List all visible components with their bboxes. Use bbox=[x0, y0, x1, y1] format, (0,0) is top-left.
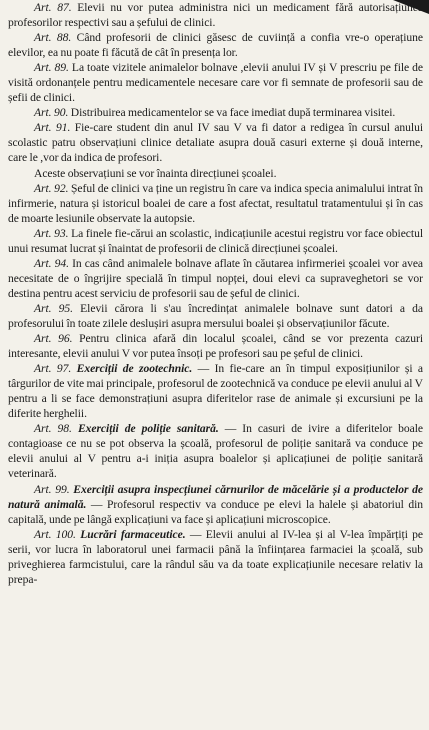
article-body: La toate vizitele animalelor bolnave ,elevii anului IV și V prescriu pe file de visită ordonanțele pentru medicamentele necesare care vor fi semnate de profesorii sau de șefii de clinici. bbox=[8, 61, 423, 105]
article-paragraph bbox=[8, 482, 423, 527]
article-number: Art. 97. bbox=[34, 362, 72, 376]
article-paragraph bbox=[8, 30, 423, 60]
article-body: Distribuirea medicamentelor se va face imediat după terminarea visitei. bbox=[70, 106, 396, 120]
article-body: Elevii nu vor putea administra nici un medicament fără autorisațiunea profesorilor respectivi sau a șefului de clinici. bbox=[8, 1, 423, 30]
article-paragraph bbox=[8, 361, 423, 421]
article-number: Art. 88. bbox=[34, 31, 72, 45]
article-number: Art. 100. bbox=[34, 527, 76, 541]
article-number: Art. 93. bbox=[34, 226, 69, 240]
regulation-text bbox=[8, 0, 423, 587]
article-number: Art. 96. bbox=[34, 332, 73, 346]
page-corner-shadow bbox=[393, 0, 429, 14]
article-paragraph bbox=[8, 120, 423, 165]
article-body: — In fie-care an în timpul exposițiunilor și a târgurilor de vite mai principale, profesorul de zootechnică va conduce pe elevii anului al V pentru a li se face demonstrațiuni asupra diferitelor rase de animale și excursiuni pe la diferite herghelii. bbox=[8, 362, 423, 421]
article-paragraph bbox=[8, 527, 423, 587]
article-paragraph bbox=[8, 256, 423, 301]
article-number: Art. 98. bbox=[34, 422, 72, 436]
article-number: Art. 87. bbox=[34, 1, 72, 14]
article-paragraph bbox=[8, 301, 423, 331]
article-body: Aceste observațiuni se vor înainta direcțiunei școalei. bbox=[34, 166, 277, 180]
article-title: Exerciții de poliție sanitară. bbox=[77, 422, 219, 436]
article-number: Art. 90. bbox=[34, 106, 69, 120]
article-body: Când profesorii de clinici găsesc de cuviință a confia vre-o operațiune elevilor, ea nu poate fi făcută de cât în presența lor. bbox=[8, 31, 423, 60]
article-number: Art. 92. bbox=[34, 181, 69, 195]
article-number: Art. 95. bbox=[34, 301, 73, 315]
article-body: Elevii cărora li s'au încredințat animalele bolnave sunt datori a da profesorului în toate zilele deslușiri asupra mersului boalei și observațiunilor făcute. bbox=[8, 301, 423, 330]
article-body: In cas când animalele bolnave aflate în căutarea infirmeriei școalei vor avea necesitate de o îngrijire specială în timpul nopței, doui elevi ca supraveghetori se vor destina pentru acest serviciu de profesorii sau de șeful de clinici. bbox=[8, 256, 424, 300]
article-body: — Profesorul respectiv va conduce pe elevi la halele și abatoriul din capitală, unde pe lângă explicațiuni va face și aplicațiuni microscopice. bbox=[8, 497, 423, 526]
article-paragraph bbox=[8, 166, 423, 181]
article-number: Art. 99. bbox=[34, 482, 70, 496]
article-body: Fie-care student din anul IV sau V va fi dator a redigea în cursul anului scolastic patru observațiuni clinice detaliate asupra două casuri externe și două interne, care le ,vor da indica de profesori. bbox=[8, 121, 423, 165]
article-title: Exerciții de zootechnic. bbox=[76, 362, 193, 376]
article-paragraph bbox=[8, 0, 423, 30]
article-body: La finele fie-cărui an scolastic, indicațiunile acestui registru vor face obiectul unui resumat lucrat și înaintat de profesorii de clinică direcțiunei școalei. bbox=[8, 226, 423, 255]
article-title: Exerciții asupra inspecțiunei cărnurilor de măcelărie și a productelor de natură animală. bbox=[8, 482, 423, 511]
article-paragraph bbox=[8, 181, 423, 226]
article-paragraph bbox=[8, 331, 423, 361]
article-body: Pentru clinica afară din localul școalei, când se vor prezenta cazuri interesante, elevii anului V vor putea însoți pe profesori sau pe șeful de clinici. bbox=[8, 332, 423, 361]
article-body: Șeful de clinici va ține un registru în care va indica specia animalului intrat în infirmerie, natura și istoricul boalei de care a fost afectat, resultatul tratamentului și în cas de moarte lesiunile observate la autopsie. bbox=[8, 181, 423, 225]
article-paragraph bbox=[8, 60, 423, 105]
article-body: — In casuri de ivire a diferitelor boale contagioase ce nu se pot observa la școală, profesorul de poliție sanitară va conduce pe elevii anului al V pentru a-i iniția asupra boalelor și aplicațiunei de poliție sanitară veterinară. bbox=[8, 422, 424, 481]
article-title: Lucrări farmaceutice. bbox=[80, 527, 186, 541]
article-paragraph bbox=[8, 226, 423, 256]
article-number: Art. 94. bbox=[34, 256, 69, 270]
article-number: Art. 91. bbox=[34, 121, 71, 135]
article-paragraph bbox=[8, 421, 423, 481]
article-body: — Elevii anului al IV-lea și al V-lea împărțiți pe serii, vor lucra în laboratorul unei farmacii până la înființarea farmaciei la școală, sub priveghierea farmcistului, care la rândul său va da toate explicațiunile necesare relativ la prepa- bbox=[8, 527, 423, 586]
article-number: Art. 89. bbox=[34, 61, 69, 75]
article-paragraph bbox=[8, 105, 423, 120]
